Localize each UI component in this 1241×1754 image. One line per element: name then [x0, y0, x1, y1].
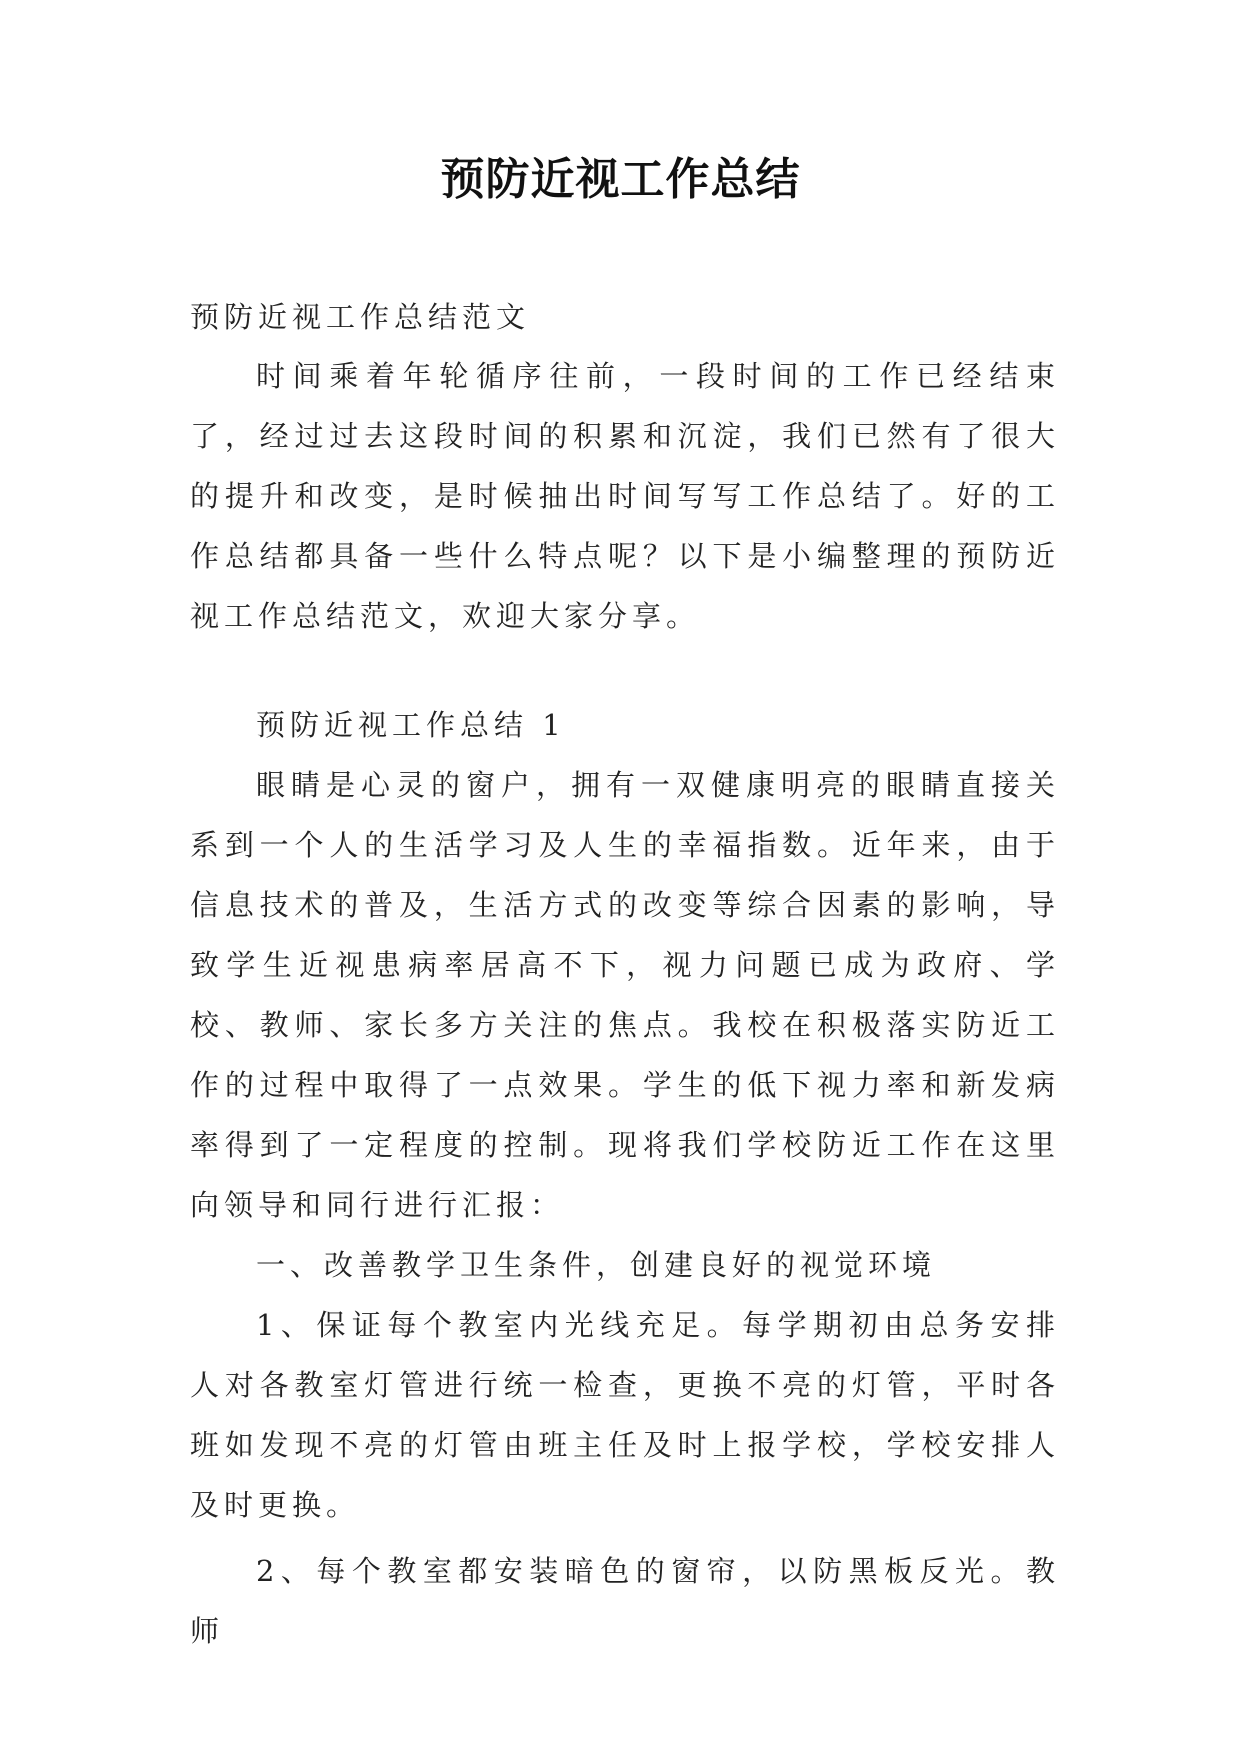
intro-block [190, 346, 1060, 646]
item-2-paragraph: 2、每个教室都安装暗色的窗帘，以防黑板反光。教师 [190, 1554, 1060, 1648]
item-1-paragraph: 1、保证每个教室内光线充足。每学期初由总务安排人对各教室灯管进行统一检查，更换不亮的灯管，平时各班如发现不亮的灯管由班主任及时上报学校，学校安排人及时更换。 [190, 1308, 1060, 1522]
heading-one: 一、改善教学卫生条件，创建良好的视觉环境 [256, 1248, 937, 1282]
document-subtitle: 预防近视工作总结范文 [190, 300, 531, 334]
document-title: 预防近视工作总结 [440, 154, 801, 205]
intro-paragraph: 时间乘着年轮循序往前，一段时间的工作已经结束了，经过过去这段时间的积累和沉淀，我们已然有了很大的提升和改变，是时候抽出时间写写工作总结了。好的工作总结都具备一些什么特点呢？以下是小编整理的预防近视工作总结范文，欢迎大家分享。 [190, 359, 1060, 633]
section-block [190, 695, 1060, 1661]
section-paragraph: 眼睛是心灵的窗户，拥有一双健康明亮的眼睛直接关系到一个人的生活学习及人生的幸福指数。近年来，由于信息技术的普及，生活方式的改变等综合因素的影响，导致学生近视患病率居高不下，视力问题已成为政府、学校、教师、家长多方关注的焦点。我校在积极落实防近工作的过程中取得了一点效果。学生的低下视力率和新发病率得到了一定程度的控制。现将我们学校防近工作在这里向领导和同行进行汇报： [190, 768, 1060, 1222]
section-title: 预防近视工作总结 1 [256, 708, 566, 742]
